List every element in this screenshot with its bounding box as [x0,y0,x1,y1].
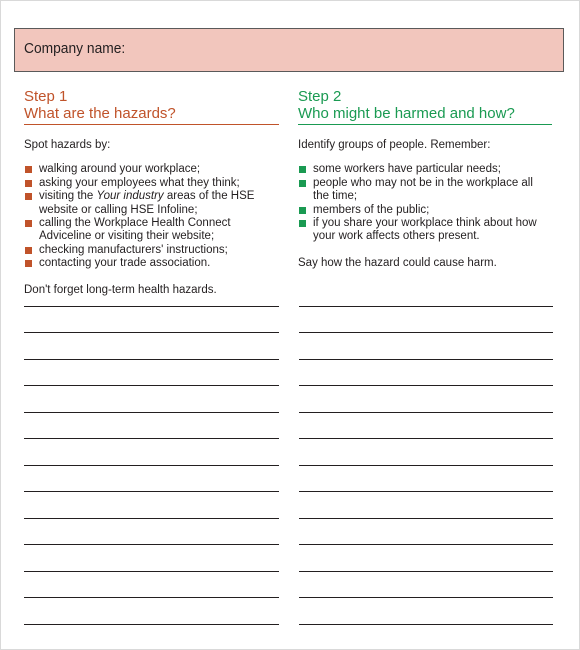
list-item: checking manufacturers' instructions; [24,244,279,257]
writing-line[interactable] [24,624,279,625]
list-item: if you share your workplace think about how your work affects others present. [298,217,552,244]
writing-line[interactable] [299,306,553,307]
writing-line[interactable] [299,491,553,492]
bullet-square-icon [299,207,306,214]
writing-line[interactable] [24,571,279,572]
bullet-square-icon [25,180,32,187]
bullet-square-icon [25,166,32,173]
list-item: contacting your trade association. [24,257,279,270]
bullet-square-icon [25,220,32,227]
writing-line[interactable] [24,465,279,466]
step1-number: Step 1 [24,88,68,105]
list-item: people who may not be in the workplace all the time; [298,177,552,204]
bullet-square-icon [299,180,306,187]
writing-line[interactable] [24,491,279,492]
writing-line[interactable] [299,544,553,545]
writing-line[interactable] [299,465,553,466]
step2-number: Step 2 [298,88,342,105]
bullet-square-icon [299,220,306,227]
writing-line[interactable] [299,571,553,572]
list-item: visiting the Your industry areas of the HSE website or calling HSE Infoline; [24,190,279,217]
writing-line[interactable] [299,412,553,413]
list-item: asking your employees what they think; [24,177,279,190]
writing-line[interactable] [24,332,279,333]
writing-line[interactable] [24,359,279,360]
writing-line[interactable] [299,597,553,598]
step2-list [298,163,552,243]
bullet-square-icon [25,193,32,200]
step1-closing: Don't forget long-term health hazards. [24,284,217,296]
writing-line[interactable] [24,544,279,545]
industry-link-text: Your industry [96,190,164,203]
step1-title: What are the hazards? [24,105,176,122]
list-item: some workers have particular needs; [298,163,552,176]
step2-closing: Say how the hazard could cause harm. [298,257,497,269]
step2-intro: Identify groups of people. Remember: [298,139,491,151]
writing-line[interactable] [24,412,279,413]
writing-line[interactable] [299,438,553,439]
writing-line[interactable] [299,359,553,360]
writing-line[interactable] [299,385,553,386]
step1-column [24,88,279,296]
writing-line[interactable] [24,306,279,307]
writing-line[interactable] [24,518,279,519]
step2-title: Who might be harmed and how? [298,105,515,122]
company-name-field[interactable] [14,28,564,72]
step1-heading [24,88,279,125]
company-name-label: Company name: [24,40,126,57]
writing-line[interactable] [299,624,553,625]
writing-line[interactable] [24,597,279,598]
step1-intro: Spot hazards by: [24,139,111,151]
list-item: walking around your workplace; [24,163,279,176]
bullet-square-icon [299,166,306,173]
bullet-square-icon [25,260,32,267]
bullet-square-icon [25,247,32,254]
writing-line[interactable] [24,438,279,439]
writing-line[interactable] [24,385,279,386]
step2-column [298,88,552,269]
writing-line[interactable] [299,332,553,333]
step2-heading [298,88,552,125]
writing-line[interactable] [299,518,553,519]
list-item: calling the Workplace Health Connect Adviceline or visiting their website; [24,217,279,244]
list-item: members of the public; [298,204,552,217]
step1-list [24,163,279,270]
